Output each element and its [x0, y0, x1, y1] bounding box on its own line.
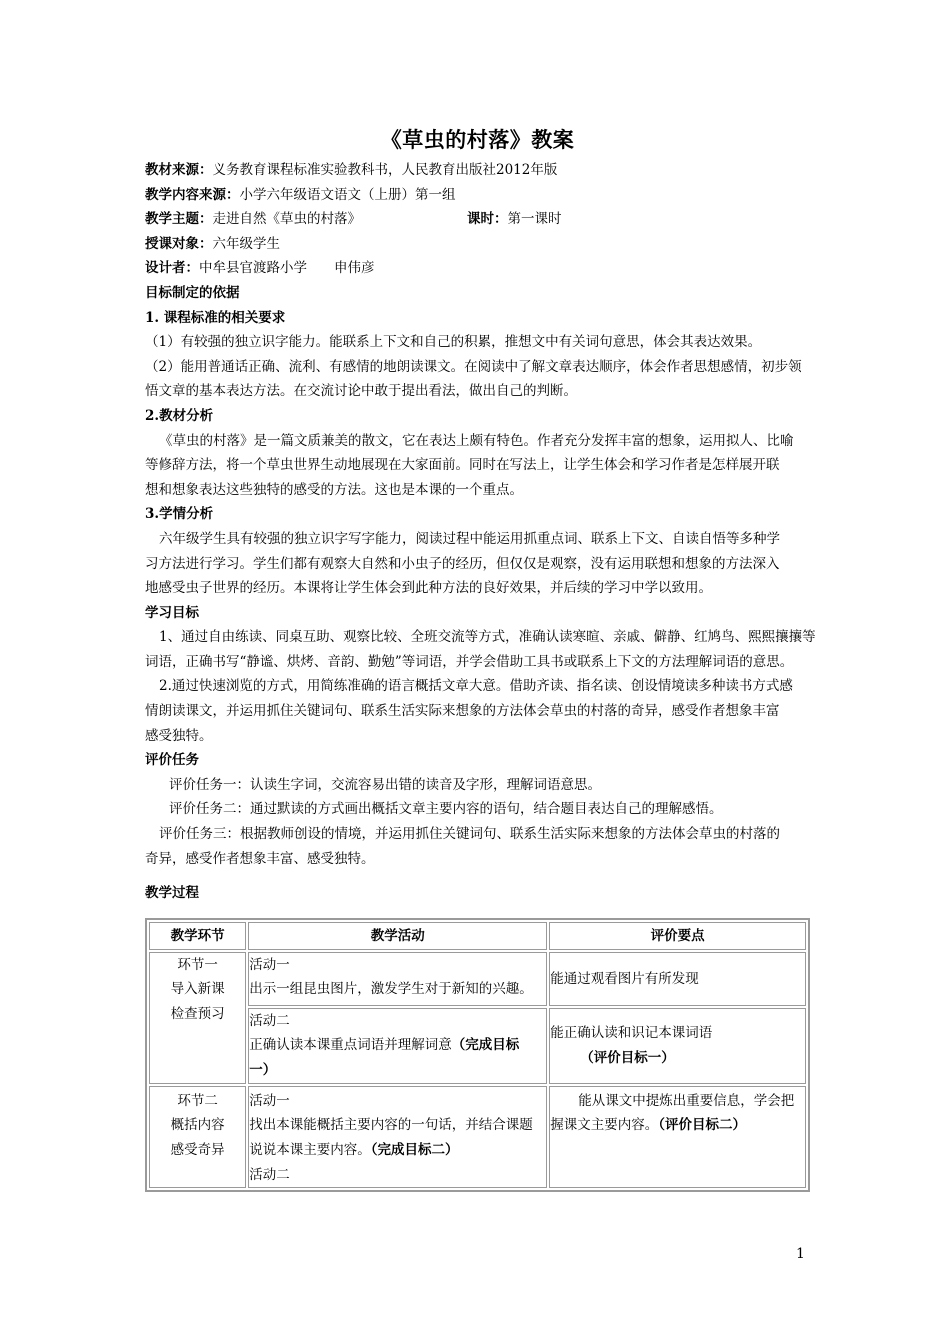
goals-line: 2.通过快速浏览的方式，用简练准确的语言概括文章大意。借助齐读、指名读、创设情境读多种读书方式感 — [159, 678, 793, 695]
stage-line: 概括内容 — [170, 1117, 225, 1134]
section2-heading: 2.教材分析 — [145, 407, 214, 424]
info-designer — [145, 256, 810, 281]
goal-tag-cont: 一） — [249, 1062, 277, 1078]
activity-line — [249, 1138, 546, 1163]
stage-line: 检查预习 — [170, 1006, 225, 1022]
table-row — [149, 952, 806, 1006]
info-source-label: 教材来源： — [145, 162, 213, 178]
evaluation-line: 奇异，感受作者想象丰富、感受独特。 — [145, 850, 375, 867]
info-designer-label: 设计者： — [145, 260, 199, 277]
info-audience-label: 授课对象： — [145, 235, 213, 252]
eval-line — [550, 1113, 805, 1138]
goal-tag: （完成目标 — [451, 1037, 520, 1054]
info-source — [145, 158, 810, 183]
evaluation-heading: 评价任务 — [145, 752, 199, 769]
basis-heading: 目标制定的依据 — [145, 284, 240, 301]
table-row — [149, 1086, 806, 1188]
teaching-process-table — [145, 918, 810, 1192]
section3-line: 六年级学生具有较强的独立识字写字能力，阅读过程中能运用抓重点词、联系上下文、自读自悟等多种学 — [159, 530, 780, 547]
stage-line: 环节一 — [177, 956, 218, 973]
activity-cell — [248, 1086, 547, 1188]
activity-line: 出示一组昆虫图片，激发学生对于新知的兴趣。 — [249, 981, 533, 998]
section2-line: 《草虫的村落》是一篇文质兼美的散文，它在表达上颇有特色。作者充分发挥丰富的想象，运用拟人、比喻 — [159, 432, 794, 449]
evaluation-line: 评价任务三：根据教师创设的情境，并运用抓住关键词句、联系生活实际来想象的方法体会草虫的村落的 — [159, 826, 780, 843]
spacer — [145, 871, 810, 881]
goals-line: 感受独特。 — [145, 727, 213, 744]
section2-line: 等修辞方法，将一个草虫世界生动地展现在大家面前。同时在写法上，让学生体会和学习作者是怎样展开联 — [145, 457, 780, 474]
table-header-cell: 评价要点 — [549, 922, 806, 950]
goals-heading: 学习目标 — [145, 604, 199, 621]
activity-cell — [248, 1008, 547, 1084]
goals-line: 1、通过自由练读、同桌互助、观察比较、全班交流等方式，准确认读寒暄、亲戚、僻静、红鸠鸟、熙熙攘攘等 — [159, 629, 816, 646]
section1-line: 悟文章的基本表达方法。在交流讨论中敢于提出看法，做出自己的判断。 — [145, 383, 577, 400]
eval-line: 能从课文中提炼出重要信息，学会把 — [578, 1092, 795, 1109]
evaluation-line: 评价任务二：通过默读的方式画出概括文章主要内容的语句，结合题目表达自己的理解感悟。 — [169, 801, 723, 818]
activity-line: 活动一 — [249, 956, 290, 973]
table-row — [149, 1008, 806, 1084]
page-number: 1 — [796, 1246, 805, 1262]
section1-line: （1）有较强的独立识字能力。能联系上下文和自己的积累，推想文中有关词句意思，体会其表达效果。 — [145, 334, 762, 351]
info-period — [467, 207, 562, 232]
section1-heading: 1. 课程标准的相关要求 — [145, 309, 286, 326]
eval-cell — [549, 952, 806, 1006]
info-theme-value: 走进自然《草虫的村落》 — [212, 211, 361, 228]
activity-text: 正确认读本课重点词语并理解词意 — [249, 1037, 452, 1054]
info-content — [145, 183, 810, 208]
activity-line: 活动二 — [249, 1166, 290, 1183]
section1-line: （2）能用普通话正确、流利、有感情的地朗读课文。在阅读中了解文章表达顺序，体会作者思想感情，初步领 — [145, 358, 802, 375]
activity-line: 活动一 — [249, 1092, 290, 1109]
activity-text: 说说本课主要内容。 — [249, 1142, 371, 1158]
eval-tag: （评价目标一） — [580, 1049, 675, 1066]
info-theme-label: 教学主题： — [145, 211, 213, 228]
eval-cell — [549, 1008, 806, 1084]
table-header-row — [149, 922, 806, 950]
info-audience-value: 六年级学生 — [212, 235, 280, 252]
activity-cell — [248, 952, 547, 1006]
section3-heading: 3.学情分析 — [145, 506, 214, 523]
activity-line: 活动二 — [249, 1012, 290, 1029]
info-theme — [145, 207, 810, 232]
info-content-value: 小学六年级语文语文（上册）第一组 — [239, 186, 456, 203]
evaluation-line: 评价任务一：认读生字词，交流容易出错的读音及字形，理解词语意思。 — [169, 776, 601, 793]
stage-cell — [149, 1086, 246, 1188]
info-source-value: 义务教育课程标准实验教科书，人民教育出版社2012年版 — [212, 162, 558, 178]
info-content-label: 教学内容来源： — [145, 186, 240, 203]
stage-line: 环节二 — [177, 1092, 218, 1109]
stage-line: 导入新课 — [170, 981, 225, 998]
eval-tag: （评价目标二） — [658, 1117, 746, 1134]
info-period-label: 课时： — [467, 211, 508, 228]
eval-cell — [549, 1086, 806, 1188]
activity-line: 找出本课能概括主要内容的一句话，并结合课题 — [249, 1117, 533, 1134]
eval-line: 能正确认读和识记本课词语 — [550, 1025, 713, 1042]
info-period-value: 第一课时 — [507, 211, 562, 228]
info-audience — [145, 232, 810, 257]
table-header-cell: 教学活动 — [248, 922, 547, 950]
page-title: 《草虫的村落》教案 — [380, 127, 575, 152]
goal-tag: （完成目标二） — [370, 1142, 459, 1158]
goals-line: 词语，正确书写“静谧、烘烤、音韵、勤勉”等词语，并学会借助工具书或联系上下文的方法理解词语的意思。 — [145, 653, 794, 670]
stage-cell — [149, 952, 246, 1084]
table-header-cell: 教学环节 — [149, 922, 246, 950]
info-designer-value: 中牟县官渡路小学 申伟彦 — [199, 260, 375, 277]
section3-line: 地感受虫子世界的经历。本课将让学生体会到此种方法的良好效果，并后续的学习中学以致用。 — [145, 580, 712, 597]
section3-line: 习方法进行学习。学生们都有观察大自然和小虫子的经历，但仅仅是观察，没有运用联想和想象的方法深入 — [145, 555, 780, 572]
process-heading: 教学过程 — [145, 885, 199, 902]
goals-line: 情朗读课文，并运用抓住关键词句、联系生活实际来想象的方法体会草虫的村落的奇异，感受作者想象丰富 — [145, 703, 780, 720]
activity-line — [249, 1033, 546, 1058]
eval-text: 握课文主要内容。 — [550, 1117, 659, 1134]
document-body — [145, 126, 816, 1192]
eval-line: 能通过观看图片有所发现 — [550, 970, 699, 987]
stage-line: 感受奇异 — [170, 1142, 225, 1158]
section2-line: 想和想象表达这些独特的感受的方法。这也是本课的一个重点。 — [145, 481, 523, 498]
